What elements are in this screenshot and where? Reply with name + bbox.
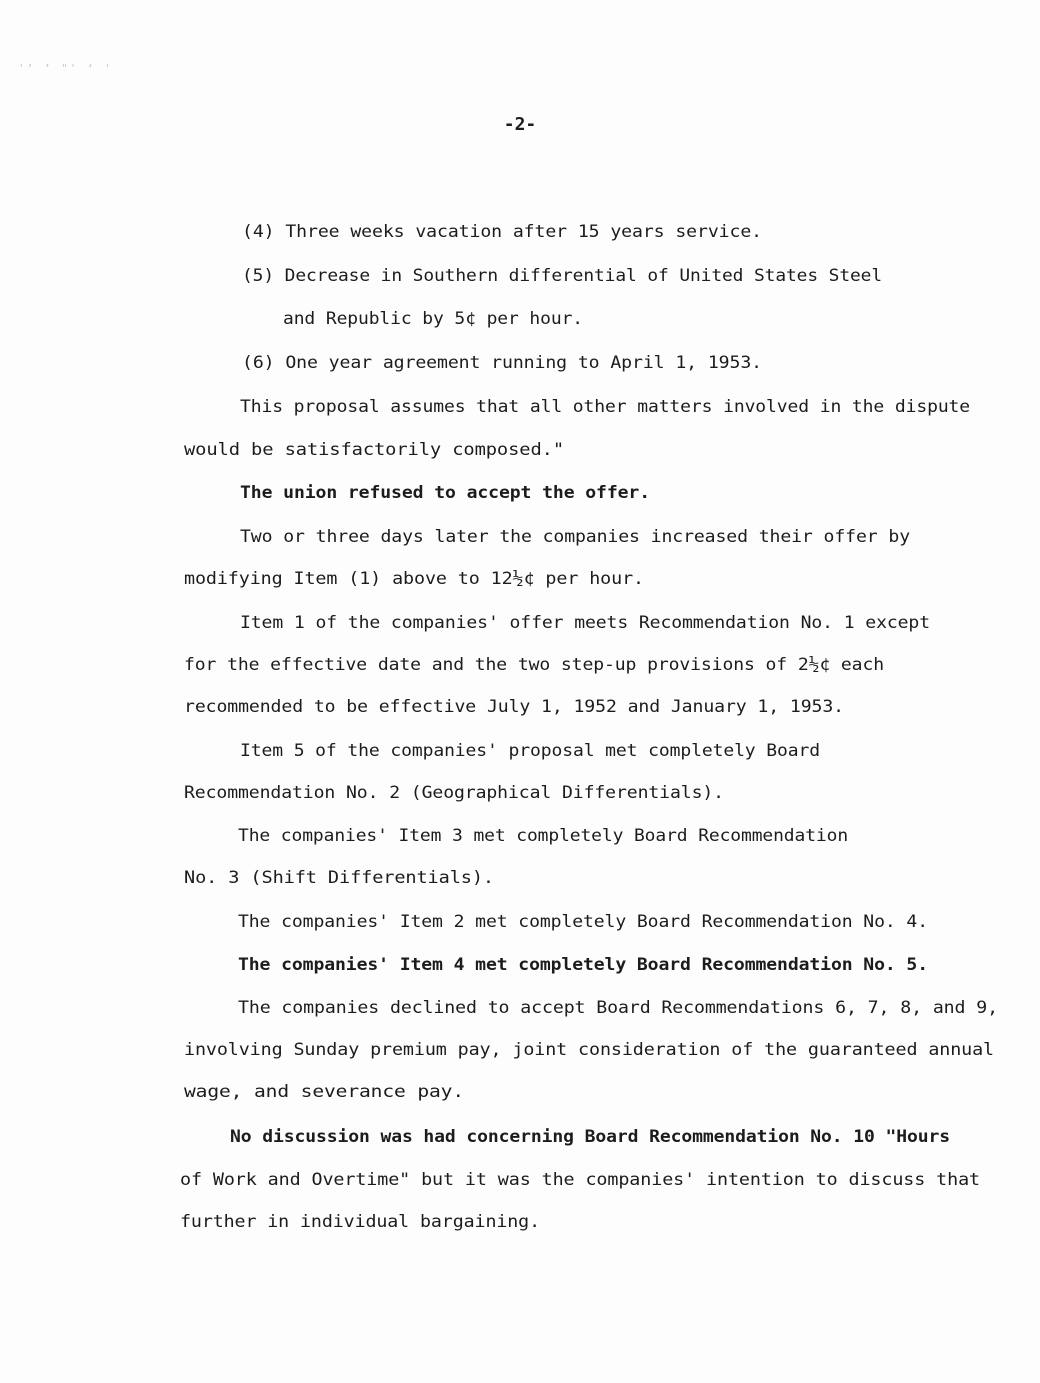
list-item-6: (6) One year agreement running to April 1, 1953.: [242, 353, 762, 372]
paragraph-line: The companies declined to accept Board Recommendations 6, 7, 8, and 9,: [238, 998, 998, 1017]
paragraph-line: wage, and severance pay.: [184, 1082, 465, 1101]
paragraph-line: This proposal assumes that all other matters involved in the dispute: [240, 397, 971, 416]
page-number: -2-: [503, 114, 537, 135]
paragraph-line: The companies' Item 4 met completely Board Recommendation No. 5.: [238, 955, 928, 974]
paragraph-line: of Work and Overtime" but it was the companies' intention to discuss that: [180, 1170, 980, 1189]
list-item-5: (5) Decrease in Southern differential of United States Steel: [242, 266, 883, 285]
paragraph-line: would be satisfactorily composed.": [184, 440, 564, 459]
paragraph-line: recommended to be effective July 1, 1952 and January 1, 1953.: [184, 697, 844, 716]
paragraph-line: Item 1 of the companies' offer meets Recommendation No. 1 except: [240, 613, 930, 632]
paragraph-line: for the effective date and the two step-up provisions of 2½¢ each: [184, 655, 884, 674]
paragraph-line: modifying Item (1) above to 12½¢ per hour.: [184, 569, 644, 588]
paragraph-line: Recommendation No. 2 (Geographical Differentials).: [184, 783, 724, 802]
paragraph-line: The companies' Item 3 met completely Board Recommendation: [238, 826, 849, 845]
paragraph-line: involving Sunday premium pay, joint consideration of the guaranteed annual: [184, 1040, 995, 1059]
paragraph-line: Two or three days later the companies increased their offer by: [240, 527, 911, 546]
paragraph-line: Item 5 of the companies' proposal met completely Board: [240, 741, 820, 760]
paragraph-line: No discussion was had concerning Board Recommendation No. 10 "Hours: [230, 1127, 951, 1146]
margin-smudge: '’ ’ "' ‘ ': [18, 62, 113, 75]
list-item-5-continued: and Republic by 5¢ per hour.: [283, 309, 584, 328]
paragraph-line: further in individual bargaining.: [180, 1212, 541, 1231]
paragraph-line: No. 3 (Shift Differentials).: [184, 868, 494, 887]
list-item-4: (4) Three weeks vacation after 15 years service.: [242, 222, 762, 241]
paragraph-line: The companies' Item 2 met completely Board Recommendation No. 4.: [238, 912, 928, 931]
paragraph-line: The union refused to accept the offer.: [240, 483, 651, 502]
